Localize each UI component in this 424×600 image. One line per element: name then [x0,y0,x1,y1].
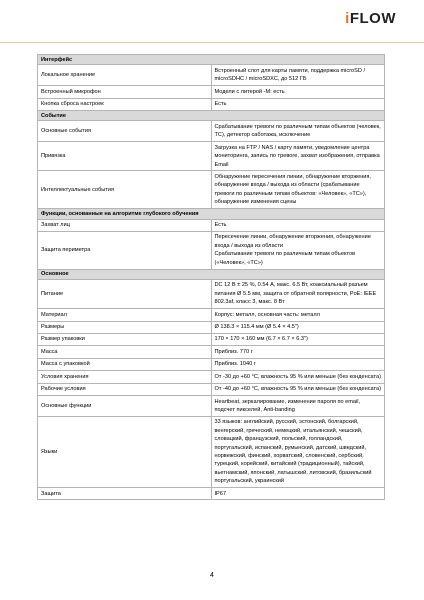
spec-row [38,416,385,487]
spec-key: Встроенный микрофон [38,86,212,98]
spec-key: Размер упаковки [38,333,212,345]
spec-row [38,346,385,358]
spec-value [211,346,385,358]
spec-value-line: Ø 138.3 × 115.4 мм (Ø 5.4 × 4.5") [214,324,299,331]
section-title: Событие [38,111,385,121]
spec-row [38,371,385,383]
spec-key: Языки [38,416,212,487]
spec-value [211,383,385,395]
logo-text: FLOW [349,10,396,27]
spec-value-line: DC 12 В ± 25 %, 0.54 А, макс. 6.5 Вт, коаксиальный разъем питания Ø 5.5 мм, защита от обратной полярности, PoE: IEEE 802.3af, класс 3, макс. 8 Вт [214,282,377,306]
header-divider [0,42,424,43]
spec-value-line: Модели с литерой -M: есть [214,88,285,95]
spec-row [38,65,385,86]
section-title: Интерфейс [38,55,385,65]
spec-value-line: Heartbeat, зеркалирование, изменение пароля по email, подсчет пикселей, Anti-banding [214,398,361,413]
spec-value [211,171,385,209]
spec-value [211,333,385,345]
spec-key: Материал [38,309,212,321]
section-header [38,111,385,121]
spec-row [38,321,385,333]
section-header [38,269,385,279]
spec-key: Захват лиц [38,219,212,231]
spec-value [211,279,385,308]
spec-key: Рабочие условия [38,383,212,395]
spec-value [211,86,385,98]
spec-value-line: Срабатывание тревоги по различным типам объектов (человек, ТС), детектор саботажа, исключение [214,123,381,139]
section-title: Функции, основанные на алгоритме глубокого обучения [38,209,385,219]
spec-row [38,142,385,171]
spec-value-line: Пересечение линии, обнаружение вторжения, обнаружение входа / выхода из области [214,234,371,249]
spec-row [38,309,385,321]
logo-mark: i [345,10,350,27]
section-title: Основное [38,269,385,279]
spec-row [38,358,385,370]
spec-value [211,321,385,333]
spec-row [38,333,385,345]
spec-value [211,371,385,383]
spec-value [211,142,385,171]
spec-row [38,231,385,269]
spec-value-line: Загрузка на FTP / NAS / карту памяти, уведомление центра мониторинга, запись по тревоге, захват изображения, отправка Email [214,144,380,168]
spec-key: Кнопка сброса настроек [38,98,212,110]
spec-value-line: Есть [214,101,227,108]
spec-key: Основные события [38,121,212,142]
spec-row [38,121,385,142]
spec-value-line: Обнаружение пересечения линии, обнаружение вторжения, обнаружение входа / выхода из области (срабатывание тревоги по различным типам объектов: «Человек», «ТС»), [214,173,372,197]
spec-value [211,488,385,500]
spec-key: Защита [38,488,212,500]
spec-value-line: IP67 [214,490,227,497]
spec-row [38,383,385,395]
spec-key: Основные функции [38,396,212,417]
page-number: 4 [210,572,214,579]
spec-key: Локальное хранение [38,65,212,86]
spec-value [211,98,385,110]
spec-row [38,279,385,308]
spec-key: Масса [38,346,212,358]
spec-value-line: От -30 до +60 °C, влажность 95 % или меньше (без конденсата) [214,373,381,380]
spec-value-line: Есть [214,222,227,228]
spec-value-line: Корпус: металл, основная часть: металл [214,311,320,318]
spec-key: Питание [38,279,212,308]
spec-value-line: От -40 до +60 °C, влажность 95 % или меньше (без конденсата) [214,386,381,393]
spec-value [211,231,385,269]
spec-value [211,416,385,487]
spec-value-line: 33 языков: английский, русский, эстонский, болгарский, венгерский, греческий, немецкий, итальянский, чешский, словацкий, французский, польский, голландский, португальский, испанский, румынский, датский, шведский, норвежский, финский, хорватский, словенский, сербский, турецкий, корейский, китайский (традиционный), тайский, вьетнамский, японский, латышский, литовский, бразильский португальский, украинский [214,419,372,485]
spec-value [211,65,385,86]
spec-value-line: Приблиз. 1040 г [214,361,256,368]
spec-row [38,98,385,110]
spec-value-line: 170 × 170 × 160 мм (6.7 × 6.7 × 6.3") [214,336,308,343]
spec-row [38,488,385,500]
spec-value [211,358,385,370]
spec-key: Размеры [38,321,212,333]
spec-table [37,54,385,500]
spec-key: Условия хранения [38,371,212,383]
spec-key: Масса с упаковкой [38,358,212,370]
spec-value [211,309,385,321]
spec-value-line: Срабатывание тревоги по различным типам объектов («Человек», «ТС») [214,251,356,266]
spec-row [38,86,385,98]
spec-row [38,171,385,209]
spec-value-line: Встроенный слот для карты памяти, поддержка microSD / microSDHC / microSDXC, до 512 ГБ [214,67,366,83]
spec-row [38,396,385,417]
spec-value-line: Приблиз. 770 г [214,348,253,355]
spec-key: Защита периметра [38,231,212,269]
spec-value-line: обнаружение изменения сцены [214,199,297,206]
section-header [38,55,385,65]
spec-key: Привязка [38,142,212,171]
spec-key: Интеллектуальные события [38,171,212,209]
spec-value [211,396,385,417]
spec-value [211,219,385,231]
section-header [38,209,385,219]
brand-logo [345,10,396,27]
spec-value [211,121,385,142]
spec-row [38,219,385,231]
